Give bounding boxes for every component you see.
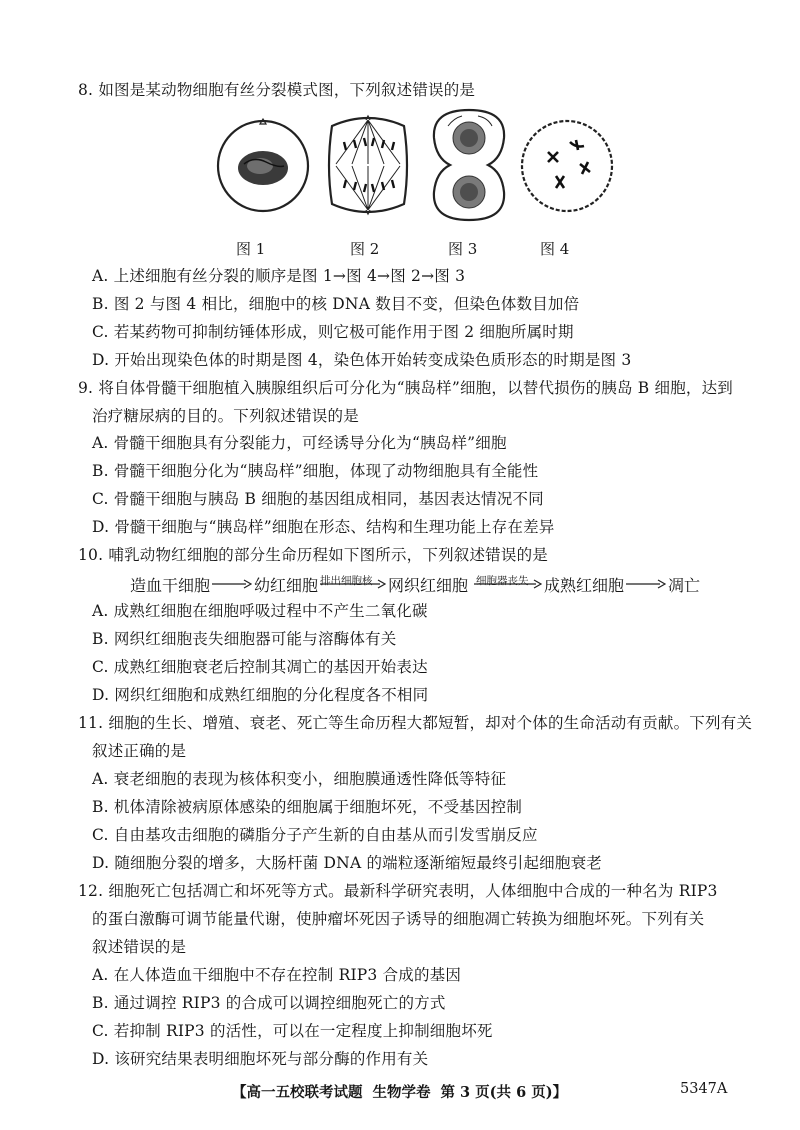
flow-arrow-3 xyxy=(474,573,542,593)
q9-option-c: C. 骨髓干细胞与胰岛 B 细胞的基因组成相同，基因表达情况不同 xyxy=(92,490,544,508)
q8-option-a: A. 上述细胞有丝分裂的顺序是图 1→图 4→图 2→图 3 xyxy=(92,267,466,285)
footer-exam-code: 5347A xyxy=(680,1081,728,1097)
q12-option-a: A. 在人体造血干细胞中不存在控制 RIP3 合成的基因 xyxy=(92,966,462,984)
flow-node-apoptosis: 凋亡 xyxy=(668,576,701,595)
flow-node-mature-erythrocyte: 成熟红细胞 xyxy=(544,576,625,595)
figure-2-label: 图 2 xyxy=(350,240,380,258)
q11-stem-cont: 叙述正确的是 xyxy=(92,742,187,760)
page-footer xyxy=(232,1081,577,1102)
q10-option-b: B. 网织红细胞丧失细胞器可能与溶酶体有关 xyxy=(92,630,397,648)
q8-figures xyxy=(214,106,634,224)
q11-stem: 11. 细胞的生长、增殖、衰老、死亡等生命历程大都短暂，却对个体的生命活动有贡献。下列有关 xyxy=(78,714,753,732)
q8-option-d: D. 开始出现染色体的时期是图 4，染色体开始转变成染色质形态的时期是图 3 xyxy=(92,351,632,369)
flow-node-erythroblast: 幼红细胞 xyxy=(254,576,319,595)
flow-arrow-2 xyxy=(320,573,386,593)
figure-1-label: 图 1 xyxy=(236,240,266,258)
flow-label-organelles-lost: 细胞器丧失 xyxy=(476,575,529,587)
q12-stem-cont-2: 叙述错误的是 xyxy=(92,938,187,956)
q9-option-d: D. 骨髓干细胞与“胰岛样”细胞在形态、结构和生理功能上存在差异 xyxy=(92,518,555,536)
q12-stem: 12. 细胞死亡包括凋亡和坏死等方式。最新科学研究表明，人体细胞中合成的一种名为 RIP3 xyxy=(78,882,718,900)
q8-stem: 8. 如图是某动物细胞有丝分裂模式图，下列叙述错误的是 xyxy=(78,81,476,99)
flow-arrow-4 xyxy=(626,573,666,593)
q8-option-c: C. 若某药物可抑制纺锤体形成，则它极可能作用于图 2 细胞所属时期 xyxy=(92,323,574,341)
q10-option-a: A. 成熟红细胞在细胞呼吸过程中不产生二氧化碳 xyxy=(92,602,428,620)
figure-4-label: 图 4 xyxy=(540,240,570,258)
figure-3-label: 图 3 xyxy=(448,240,478,258)
flow-node-reticulocyte: 网织红细胞 xyxy=(388,576,469,595)
footer-exam-title: 【高一五校联考试题 xyxy=(232,1084,363,1101)
q11-option-d: D. 随细胞分裂的增多，大肠杆菌 DNA 的端粒逐渐缩短最终引起细胞衰老 xyxy=(92,854,602,872)
q12-option-b: B. 通过调控 RIP3 的合成可以调控细胞死亡的方式 xyxy=(92,994,446,1012)
q12-option-d: D. 该研究结果表明细胞坏死与部分酶的作用有关 xyxy=(92,1050,429,1068)
q9-option-b: B. 骨髓干细胞分化为“胰岛样”细胞，体现了动物细胞具有全能性 xyxy=(92,462,539,480)
q9-stem-cont: 治疗糖尿病的目的。下列叙述错误的是 xyxy=(92,407,359,425)
footer-page-number: 第 3 页(共 6 页)】 xyxy=(440,1084,568,1101)
figure-2-anaphase xyxy=(322,106,414,224)
flow-arrow-1 xyxy=(212,573,252,593)
q12-option-c: C. 若抑制 RIP3 的活性，可以在一定程度上抑制细胞坏死 xyxy=(92,1022,493,1040)
q12-stem-cont-1: 的蛋白激酶可调节能量代谢，使肿瘤坏死因子诱导的细胞凋亡转换为细胞坏死。下列有关 xyxy=(92,910,705,928)
figure-1-interphase xyxy=(214,106,312,224)
flow-label-nucleus-expelled: 排出细胞核 xyxy=(320,575,373,587)
q10-option-d: D. 网织红细胞和成熟红细胞的分化程度各不相同 xyxy=(92,686,429,704)
q11-option-a: A. 衰老细胞的表现为核体积变小，细胞膜通透性降低等特征 xyxy=(92,770,507,788)
q10-stem: 10. 哺乳动物红细胞的部分生命历程如下图所示，下列叙述错误的是 xyxy=(78,546,548,564)
q9-stem: 9. 将自体骨髓干细胞植入胰腺组织后可分化为“胰岛样”细胞，以替代损伤的胰岛 B 细胞，达到 xyxy=(78,379,734,397)
q11-option-c: C. 自由基攻击细胞的磷脂分子产生新的自由基从而引发雪崩反应 xyxy=(92,826,538,844)
footer-subject: 生物学卷 xyxy=(372,1084,431,1101)
q10-option-c: C. 成熟红细胞衰老后控制其凋亡的基因开始表达 xyxy=(92,658,428,676)
q11-option-b: B. 机体清除被病原体感染的细胞属于细胞坏死，不受基因控制 xyxy=(92,798,523,816)
figure-4-prophase xyxy=(518,106,616,224)
flow-node-hematopoietic-stem-cell: 造血干细胞 xyxy=(130,576,211,595)
figure-3-telophase xyxy=(428,106,510,224)
q8-option-b: B. 图 2 与图 4 相比，细胞中的核 DNA 数目不变，但染色体数目加倍 xyxy=(92,295,580,313)
q9-option-a: A. 骨髓干细胞具有分裂能力，可经诱导分化为“胰岛样”细胞 xyxy=(92,434,507,452)
